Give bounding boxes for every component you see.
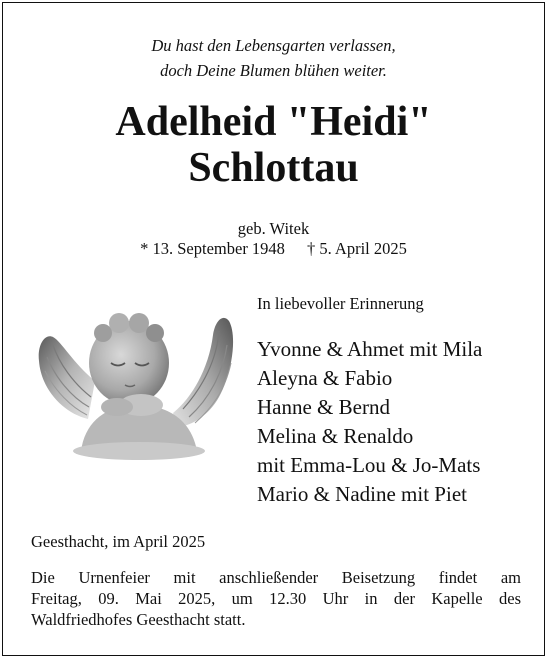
name-line-2: Schlottau	[188, 145, 359, 191]
list-item: Melina & Renaldo	[257, 424, 414, 448]
list-item: mit Emma-Lou & Jo-Mats	[257, 453, 481, 477]
funeral-line-2: Freitag, 09. Mai 2025, um 12.30 Uhr in der Kapelle des	[31, 589, 521, 608]
angel-icon	[33, 301, 248, 461]
funeral-notice	[31, 567, 521, 630]
mourners-list	[257, 335, 482, 509]
quote-line-1: Du hast den Lebensgarten verlassen,	[151, 36, 396, 55]
life-dates	[3, 239, 544, 259]
list-item: Yvonne & Ahmet mit Mila	[257, 337, 483, 361]
funeral-line-3: Waldfriedhofes Geesthacht statt.	[31, 610, 246, 629]
list-item: Hanne & Bernd	[257, 395, 390, 419]
list-item: Aleyna & Fabio	[257, 366, 393, 390]
list-item: Mario & Nadine mit Piet	[257, 482, 467, 506]
name-line-1: Adelheid "Heidi"	[115, 99, 432, 145]
quote	[3, 33, 544, 83]
quote-line-2: doch Deine Blumen blühen weiter.	[160, 61, 387, 80]
place-date: Geesthacht, im April 2025	[31, 532, 206, 551]
deceased-name	[3, 99, 544, 191]
birth-name: geb. Witek	[237, 219, 310, 238]
death-date: † 5. April 2025	[306, 239, 407, 258]
obituary-card	[2, 2, 545, 656]
memory-line: In liebevoller Erinnerung	[257, 294, 424, 313]
birth-date: * 13. September 1948	[140, 239, 285, 258]
funeral-line-1: Die Urnenfeier mit anschließender Beisetzung findet am	[31, 568, 521, 587]
